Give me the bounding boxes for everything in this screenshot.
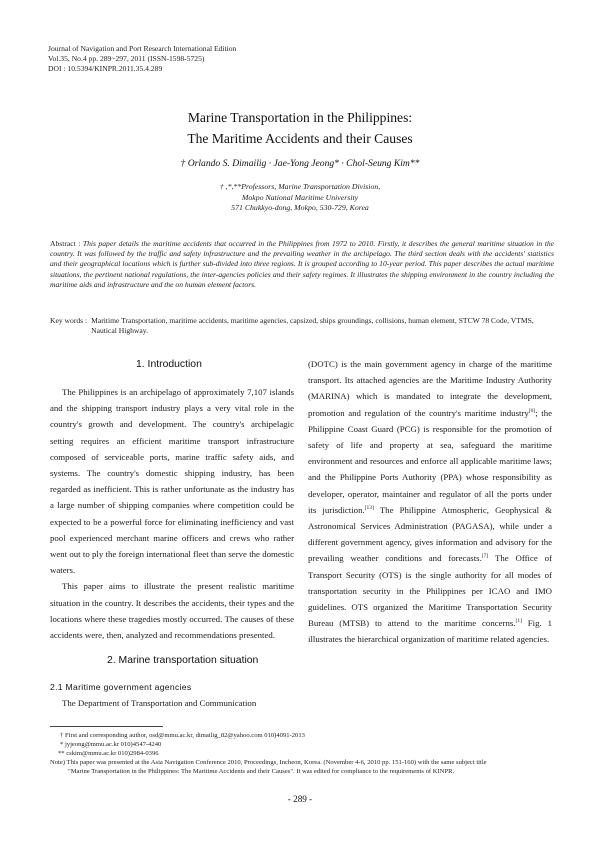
footnotes (50, 731, 560, 776)
subsection-heading-government-agencies: 2.1 Maritime government agencies (50, 682, 192, 692)
keywords-text: Maritime Transportation, maritime accidents, maritime agencies, capsized, ships groundings, collisions, human element, STCW 78 Code, VTMS, Nautical Highway. (91, 316, 534, 336)
section-heading-marine-transportation: 2. Marine transportation situation (107, 655, 259, 666)
paper-title (0, 107, 600, 149)
footnote-note-cont: "Marine Transportation in the Philippines: The Maritime Accidents and their Causes". It was edited for compliance to the requirements of KINPR. (68, 768, 455, 776)
journal-doi: DOI : 10.5394/KINPR.2011.35.4.289 (48, 64, 163, 73)
abstract-label: Abstract : (50, 239, 83, 248)
journal-name: Journal of Navigation and Port Research International Edition (48, 44, 237, 53)
text-span: The Office of Transport Security (OTS) is the single authority for all modes of transportation security in the Philippines per ICAO and IMO guidelines. OTS organized the Maritime Transportation Security Bureau (MTSB) to attend to the maritime concerns. (308, 553, 552, 629)
right-column (308, 356, 552, 648)
journal-header (48, 44, 236, 74)
affiliation (0, 182, 600, 214)
keywords-label: Key words : (50, 316, 88, 325)
footnote-note: Note) This paper was presented at the Asia Navigation Conference 2010, Proceedings, Incheon, Korea. (November 4-6, 2010 pp. 151-160) with the same subject title (50, 759, 487, 767)
text-span: The Philippine Atmospheric, Geophysical & Astronomical Services Administration (PAGASA), while under a different government agency, gives information and advisory for the prevailing weather conditions and forecasts. (308, 504, 552, 564)
author-list: † Orlando S. Dimailig · Jae-Yong Jeong* · Chol-Seung Kim** (180, 158, 420, 169)
left-column-intro (50, 384, 294, 643)
paragraph: This paper aims to illustrate the present realistic maritime situation in the country. It describes the accidents, their types and the locations where these tragedies mostly occurred. The causes of these accidents were, then, analyzed and recommendations presented. (50, 581, 294, 641)
title-line-1: Marine Transportation in the Philippines: (187, 110, 413, 125)
footnote-divider (50, 726, 163, 727)
footnote-coauthor-2: ** cskim@mmu.ac.kr 010)2984-0396 (58, 750, 159, 758)
affiliation-line-1: † ,*,**Professors, Marine Transportation Division, (219, 182, 381, 191)
footnote-corresponding-author: † First and corresponding author, osd@mmu.ac.kr, dimailig_82@yahoo.com 010)4091-2013 (60, 732, 305, 739)
page-number: - 289 - (287, 794, 313, 804)
footnote-coauthor-1: * jyjeong@mmu.ac.kr 010)4547-4240 (60, 741, 162, 749)
paragraph: The Philippines is an archipelago of approximately 7,107 islands and the shipping transport industry plays a very vital role in the country's growth and development. The country's archipelagic setting requires an efficient maritime transport infrastructure composed of serviceable ports, marine traffic safety aids, and systems. The country's domestic shipping industry, has been regarded as inefficient. This is rather unfortunate as the industry has a large number of shipping companies where competition could be expected to be a powerful force for eliminating inefficiency and vast pool experienced merchant marine officers and crews who rather went out to ply the foreign international fleet than serve the domestic waters. (50, 387, 294, 576)
citation: [13] (364, 504, 374, 511)
paragraph (308, 356, 552, 648)
citation: [1] (515, 618, 522, 625)
text-span: Fig. 1 illustrates the hierarchical organization of maritime related agencies. (308, 618, 552, 645)
abstract-text: This paper details the maritime accidents that occurred in the Philippines from 1972 to 2010. Firstly, it describes the general maritime situation in the country. It was followed by the traffic and safety infrastructure and the prevailing weather in the archipelago. The third section deals with the accidents' statistics and their geographical locations which is further sub-divided into three regions. It is grouped according to 10-year period. This paper describes the actual maritime situations, the pertinent national regulations, the inter-agencies policies and their safety regimes. It illustrates the shipping environment in the country including the maritime aids and infrastructure and the on human element factors. (50, 239, 554, 289)
section-heading-introduction: 1. Introduction (136, 359, 202, 370)
citation: [7] (481, 553, 489, 560)
text-span: (DOTC) is the main government agency in charge of the maritime transport. Its attached agencies are the Maritime Industry Authority (MARINA) which is mandated to integrate the development, promotion and regulation of the country's maritime industry (308, 359, 552, 418)
journal-volume: Vol.35, No.4 pp. 289~297, 2011 (ISSN-1598-5725) (48, 54, 205, 63)
keywords (50, 316, 554, 336)
affiliation-line-3: 571 Chukkyo-dong, Mokpo, 530-729, Korea (231, 203, 369, 212)
text-span: ; the Philippine Coast Guard (PCG) is responsible for the promotion of safety of life and property at sea, safeguard the maritime environment and resources and enforce all applicable maritime laws; and the Philippine Ports Authority (PPA) whose responsibility as developer, operator, maintainer and regulator of all the ports under its jurisdiction. (308, 407, 552, 515)
citation: [6] (528, 407, 536, 414)
abstract (50, 239, 554, 290)
affiliation-line-2: Mokpo National Maritime University (241, 192, 359, 202)
left-column-section2 (50, 695, 294, 711)
title-line-2: The Maritime Accidents and their Causes (187, 131, 413, 146)
paragraph: The Department of Transportation and Communication (62, 698, 257, 708)
